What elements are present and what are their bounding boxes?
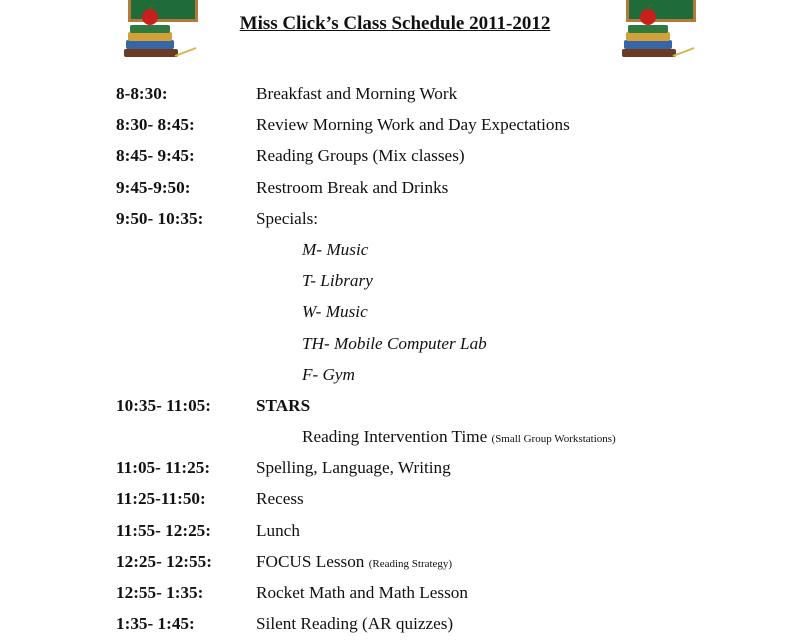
schedule-activity: Restroom Break and Drinks <box>256 177 449 197</box>
schedule-activity: FOCUS Lesson <box>256 551 365 571</box>
specials-item <box>116 364 770 395</box>
schedule-time: 9:45-9:50: <box>116 177 191 197</box>
schedule-time: 12:25- 12:55: <box>116 551 212 571</box>
schedule-row <box>116 177 770 208</box>
schedule-row <box>116 83 770 114</box>
specials-item-label: T- Library <box>302 271 373 291</box>
schedule-time: 11:55- 12:25: <box>116 520 211 540</box>
schedule-time: 9:50- 10:35: <box>116 208 204 228</box>
schedule-row <box>116 551 770 582</box>
schedule-row <box>116 395 770 426</box>
schedule-row <box>116 488 770 519</box>
schedule-row <box>116 613 770 644</box>
schedule-activity: Recess <box>256 489 304 509</box>
specials-item-label: F- Gym <box>302 364 355 384</box>
schedule-activity: STARS <box>256 395 311 415</box>
schedule-row <box>116 457 770 488</box>
schedule-row <box>116 582 770 613</box>
schedule-time: 11:25-11:50: <box>116 489 206 509</box>
schedule-time: 12:55- 1:35: <box>116 583 204 602</box>
schedule-activity: Silent Reading (AR quizzes) <box>256 614 454 634</box>
stars-detail <box>116 426 770 457</box>
specials-item-label: W- Music <box>302 302 368 322</box>
schedule-activity: Rocket Math and Math Lesson <box>256 583 468 602</box>
schedule-time: 8-8:30: <box>116 84 168 103</box>
schedule-row <box>116 114 770 145</box>
schedule-time: 10:35- 11:05: <box>116 395 211 415</box>
specials-item <box>116 301 770 332</box>
schedule-activity: Lunch <box>256 520 300 540</box>
schedule-activity: Spelling, Language, Writing <box>256 458 451 478</box>
stars-detail-line <box>302 426 616 450</box>
stars-detail-note: (Small Group Workstations) <box>491 433 616 446</box>
schedule-activity: Specials: <box>256 208 319 228</box>
schedule-activity-note: (Reading Strategy) <box>368 557 453 570</box>
schedule-row <box>116 520 770 551</box>
stars-detail-text: Reading Intervention Time <box>302 427 488 447</box>
schedule-row <box>116 208 770 239</box>
schedule-time: 11:05- 11:25: <box>116 458 211 478</box>
specials-item <box>116 239 770 270</box>
specials-item-label: TH- Mobile Computer Lab <box>302 333 487 353</box>
schedule-activity: Review Morning Work and Day Expectations <box>256 115 570 135</box>
specials-item <box>116 333 770 364</box>
schedule-row <box>116 145 770 176</box>
schedule-list <box>116 83 770 644</box>
schedule-activity: Breakfast and Morning Work <box>256 84 458 103</box>
schedule-time: 1:35- 1:45: <box>116 614 195 634</box>
schedule-time: 8:45- 9:45: <box>116 146 195 166</box>
specials-item <box>116 270 770 301</box>
schedule-activity-line <box>256 551 452 575</box>
page-title: Miss Click’s Class Schedule 2011-2012 <box>239 13 551 34</box>
schedule-activity: Reading Groups (Mix classes) <box>256 146 465 166</box>
schedule-time: 8:30- 8:45: <box>116 115 195 135</box>
specials-item-label: M- Music <box>302 239 369 259</box>
